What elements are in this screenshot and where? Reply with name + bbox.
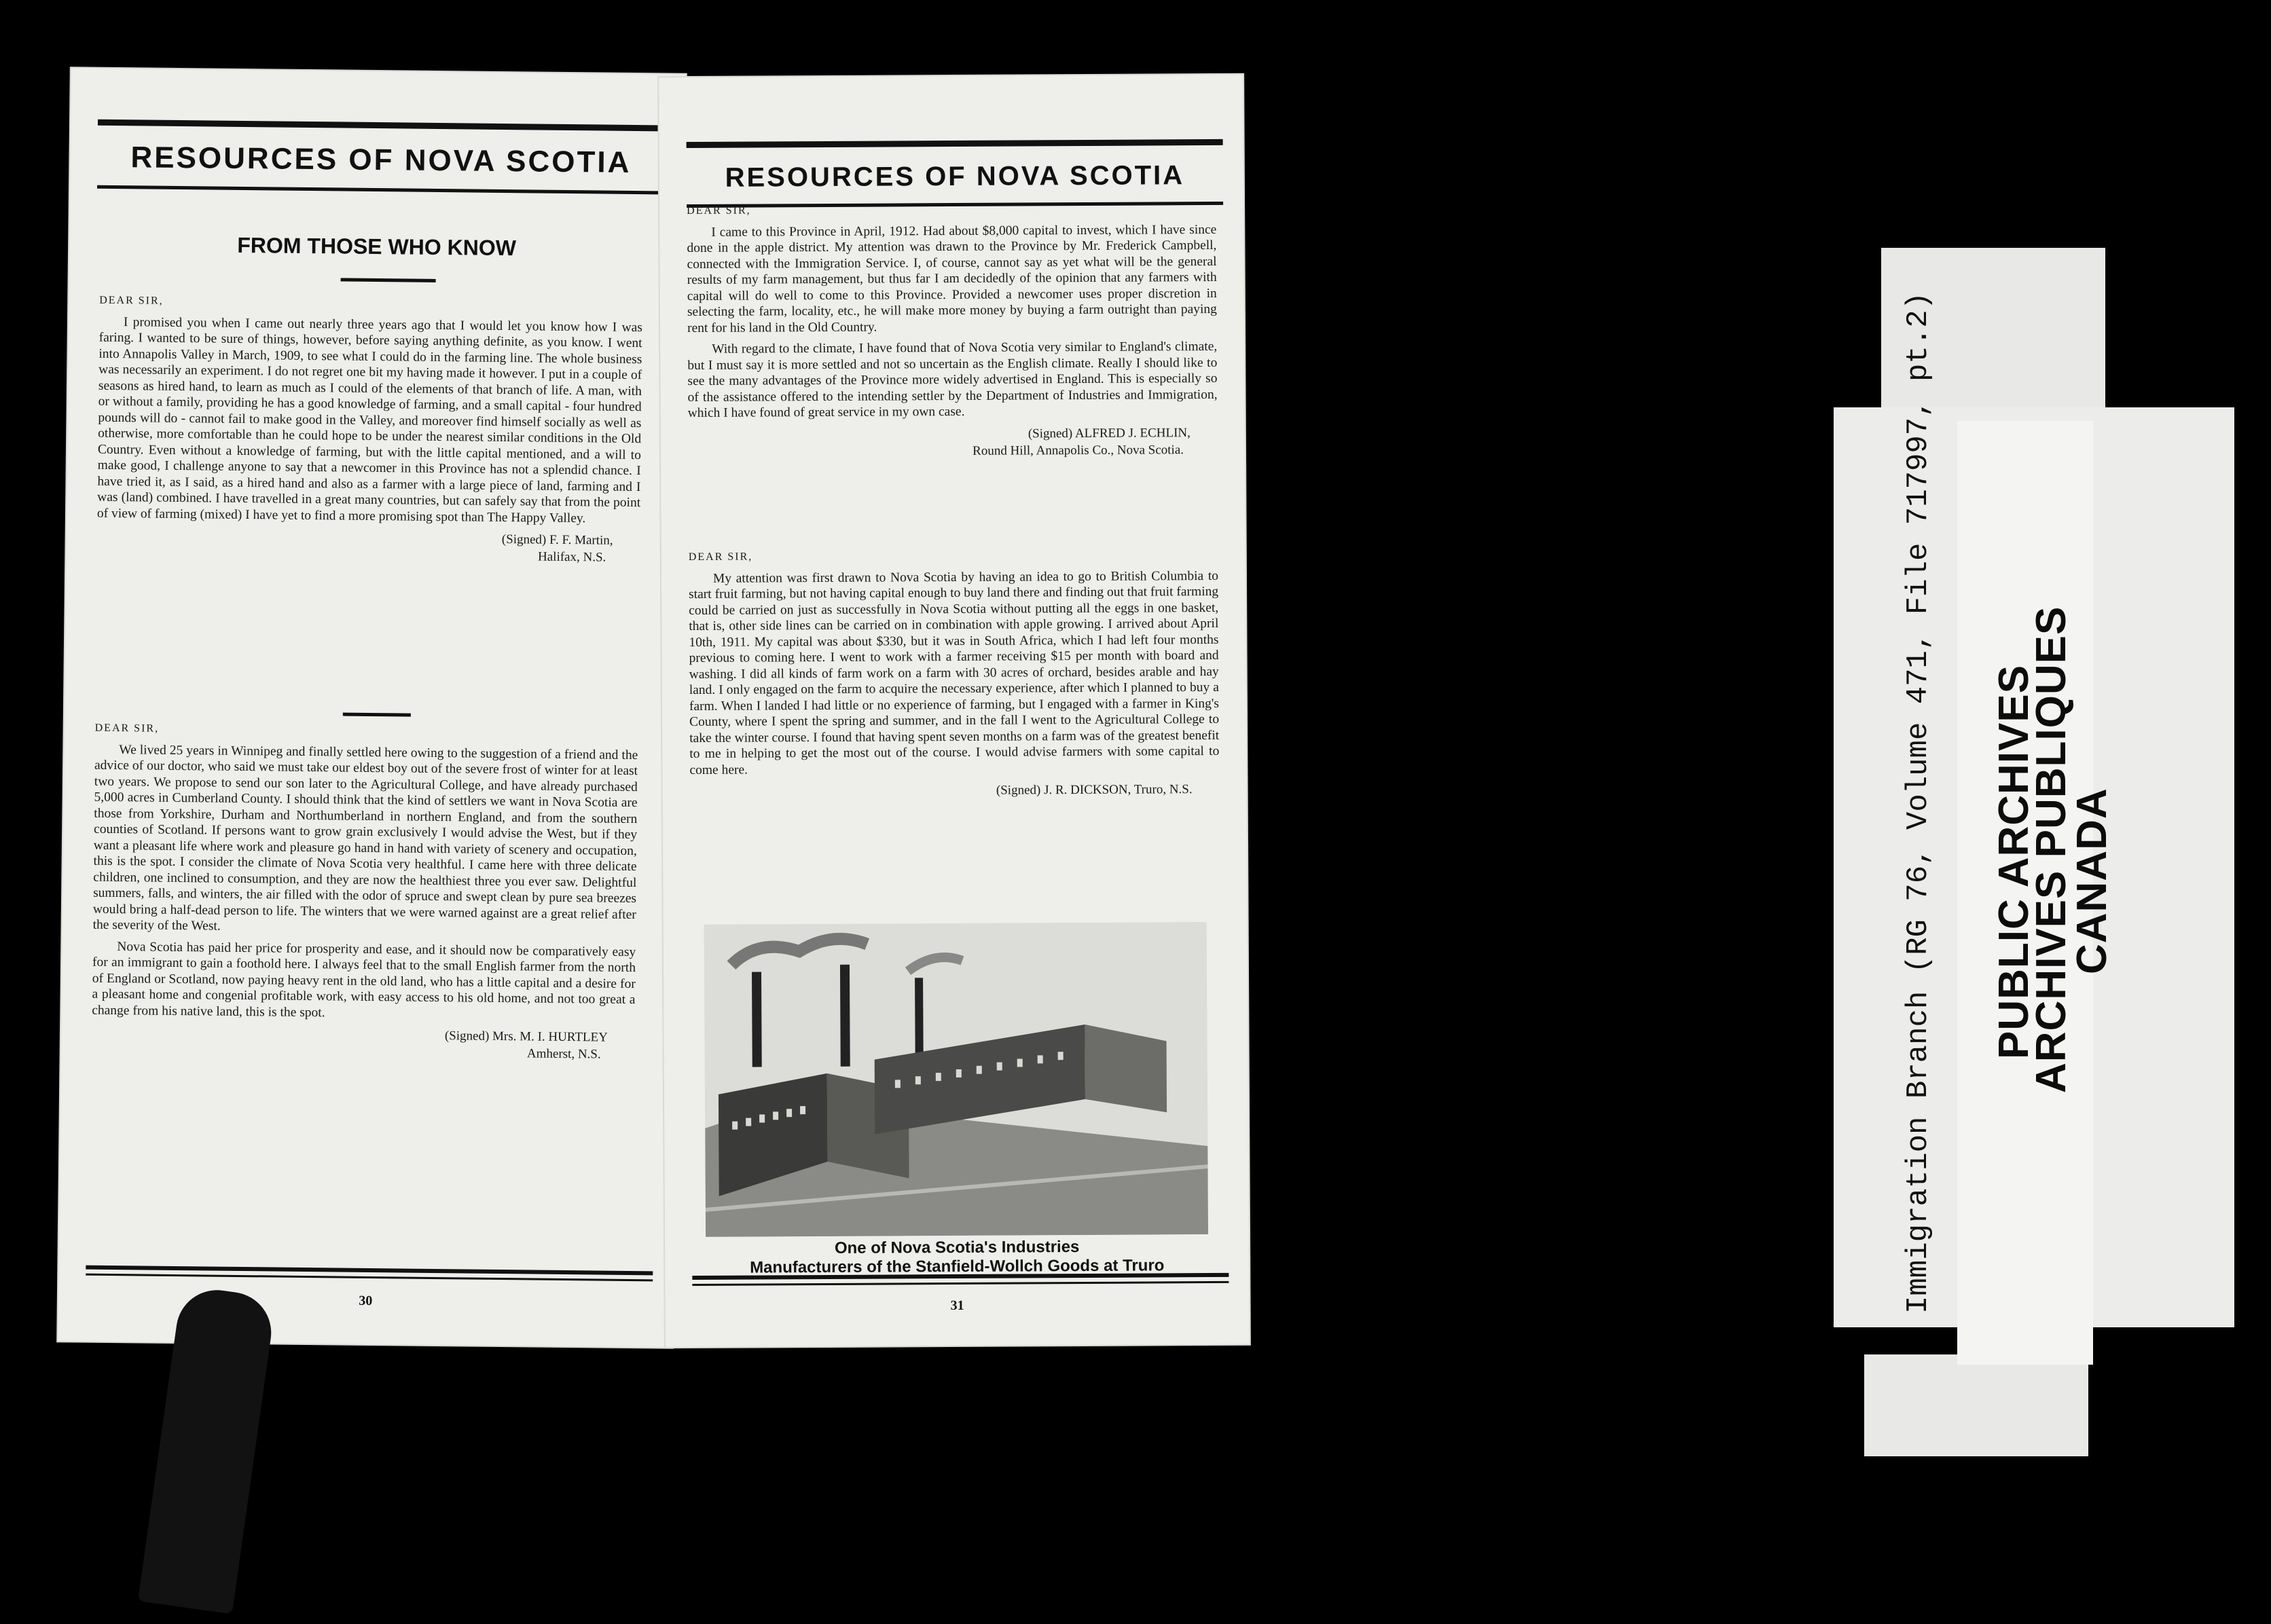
archive-stamp-line: CANADA	[2069, 788, 2115, 974]
illustration-caption	[678, 1237, 1235, 1278]
footer-rule	[86, 1274, 653, 1282]
factory-drawing	[704, 922, 1208, 1237]
left-page-subheading: FROM THOSE WHO KNOW	[237, 232, 517, 261]
page-number: 30	[359, 1293, 373, 1309]
salutation: DEAR SIR,	[94, 722, 160, 735]
archive-stamp-line: PUBLIC ARCHIVES	[1991, 664, 2037, 1059]
letter-martin	[96, 293, 642, 578]
footer-rule	[692, 1281, 1229, 1286]
archive-file-reference: Immigration Branch (RG 76, Volume 471, File 717997, pt.2)	[1902, 291, 1936, 1314]
right-page	[659, 75, 1250, 1347]
tape-strip-bottom	[1864, 1354, 2088, 1456]
signature: (Signed) J. R. DICKSON, Truro, N.S.	[996, 782, 1193, 798]
signature: (Signed) F. F. Martin,	[501, 532, 613, 548]
archive-stamp-line: ARCHIVES PUBLIQUES	[2028, 606, 2075, 1093]
signature-place: Round Hill, Annapolis Co., Nova Scotia.	[973, 442, 1184, 458]
letter-dickson	[689, 547, 1220, 801]
letter-body: I promised you when I came out nearly three years ago that I would let you know how I was faring. I wanted to be sure of things, however, before saying anything definite, as you know. I went into Annapolis Valley in March, 1909, to see what I could do in the farming line. The whole business was necessarily an experiment. I do not regret one bit my having made it however. I put in a couple of seasons as hired hand, to learn as much as I could of the elements of that branch of life. A man, with or without a family, providing he has a good knowledge of farming, and a small capital - four hundred pounds will do - cannot fail to make good in the Valley, and moreover find himself socially as well as otherwise, more comfortable than he could hope to be under the nearest similar conditions in the Old Country. Even without a knowledge of farming, but with the little capital mentioned, and a will to make good, I challenge anyone to say that a newcomer in this Province has not a splendid chance. I have tried it, as I said, as a hired hand and also as a farmer with a large piece of land, farming and I was (land) combined. I have travelled in a great many countries, but can safely say that from the point of view of farming (mixed) I have yet to find a more promising spot than The Happy Valley.	[96, 314, 642, 525]
letter-paragraph: With regard to the climate, I have found that of Nova Scotia very similar to England's climate, but I must say it is more settled and not so uncertain as the English climate. Really I should like to see the many advantages of the Province more widely advertised in England. This is especially so of the assistance offered to the intending settler by the Department of Industries and Immigration, which I have found of great service in my own case.	[687, 339, 1218, 421]
signature-place: Amherst, N.S.	[526, 1046, 601, 1062]
right-page-header: RESOURCES OF NOVA SCOTIA	[687, 139, 1223, 208]
letter-paragraph: We lived 25 years in Winnipeg and finally settled here owing to the suggestion of a friend and the advice of our doctor, who said we must take our eldest boy out of the severe frost of winter for at least two years. We propose to send our son later to the Agricultural College, and have already purchased 5,000 acres in Cumberland County. I should think that the kind of settlers we want in Nova Scotia are those from Yorkshire, Durham and Northumberland in northern England, and from the southern counties of Scotland. If persons want to grow grain exclusively I would advise the West, but if they want a pleasant life where work and pleasure go hand in hand with variety of scenery and occupation, this is the spot. I consider the climate of Nova Scotia very healthful. I came here with three delicate children, one inclined to consumption, and they are now the healthiest three you ever saw. Delightful summers, falls, and winters, the air filled with the odor of spruce and swept clean by pure sea breezes would bring a half-dead person to life. The winters that we were warned against are a great relief after the severity of the West.	[92, 742, 638, 934]
left-page-header: RESOURCES OF NOVA SCOTIA	[97, 119, 665, 195]
salutation: DEAR SIR,	[688, 551, 753, 564]
left-page	[58, 68, 686, 1347]
factory-illustration	[704, 922, 1208, 1237]
signature: (Signed) Mrs. M. I. HURTLEY	[444, 1029, 608, 1045]
signature-place: Halifax, N.S.	[537, 549, 606, 565]
divider	[343, 713, 411, 717]
letter-paragraph: Nova Scotia has paid her price for prosperity and ease, and it should now be comparatively easy for an immigrant to gain a foothold here. I always feel that to the small English farmer from the north of England or Scotland, now paying heavy rent in the old land, who has a little capital and a desire for a pleasant home and congenial profitable work, with easy access to his old home, and not too great a change from his native land, this is the spot.	[92, 939, 636, 1020]
caption-line: Manufacturers of the Stanfield-Wollch Goods at Truro	[750, 1256, 1165, 1277]
salutation: DEAR SIR,	[687, 204, 751, 217]
letter-paragraph: I came to this Province in April, 1912. Had about $8,000 capital to invest, which I have since done in the apple district. My attention was drawn to the Province by Mr. Frederick Campbell, connected with the Immigration Service. I, of course, cannot say as yet what will be the general results of my farm management, but thus far I am decidedly of the opinion that any farmers with capital will do well to come to this Province. Provided a newcomer uses proper discretion in selecting the farm, locality, etc., he will make more money by buying a farm outright than paying rent for his land in the Old Country.	[687, 222, 1217, 335]
divider	[341, 278, 436, 282]
letter-echlin	[687, 200, 1218, 473]
letter-hurtley	[91, 720, 638, 1075]
page-number: 31	[950, 1297, 964, 1314]
letter-body: My attention was first drawn to Nova Scotia by having an idea to go to British Columbia to start fruit farming, but not having capital enough to buy land there and finding out that fruit farming could be carried on just as successfully in Nova Scotia without putting all the eggs in one basket, that is, other side lines can be carried on in combination with apple growing. I arrived about April 10th, 1911. My capital was about $330, but it was in South Africa, which I had left four months previous to coming here. I went to work with a farmer receiving $15 per month with board and washing. I did all kinds of farm work on a farm with 30 acres of orchard, besides arable and hay land. I only engaged on the farm to acquire the necessary experience, after which I planned to buy a farm. When I landed I had little or no experience of farming, but I engaged with a farmer in King's County, where I spent the spring and summer, and in the fall I went to the Agricultural College to take the winter course. I found that having spent seven months on a farm was of the greatest benefit to me in helping to get the most out of the course. I would advise farmers with some capital to come here.	[689, 568, 1220, 777]
signature: (Signed) ALFRED J. ECHLIN,	[1028, 425, 1191, 441]
salutation: DEAR SIR,	[99, 294, 164, 307]
caption-line: One of Nova Scotia's Industries	[834, 1238, 1080, 1257]
